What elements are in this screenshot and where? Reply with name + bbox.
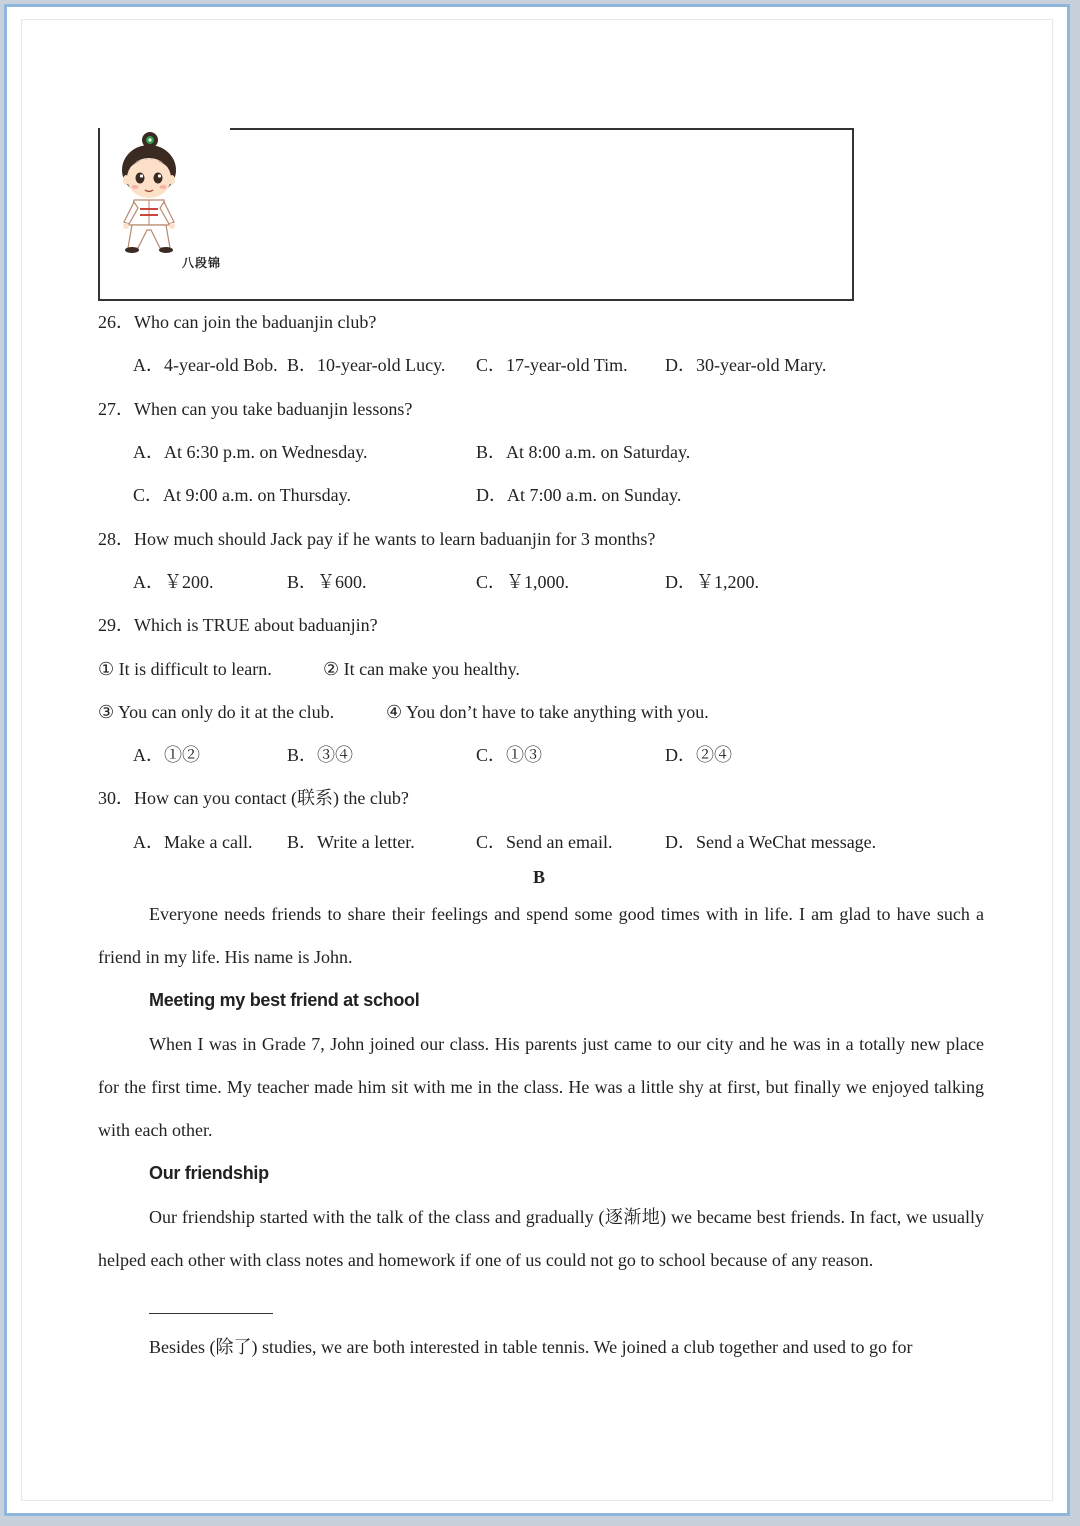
option-26-d: D．30-year-old Mary.: [665, 355, 827, 375]
paragraph-3: [98, 1196, 984, 1282]
paragraph-1-text: Everyone needs friends to share their feelings and spend some good times with in life. I am glad to have such a friend in my life. His name is John.: [98, 904, 984, 967]
option-30-c: C．Send an email.: [476, 832, 613, 852]
statement-4: ④ You don’t have to take anything with you.: [386, 702, 709, 722]
option-27-b: B．At 8:00 a.m. on Saturday.: [476, 442, 691, 462]
paragraph-4: [98, 1326, 984, 1369]
option-28-b: B．￥600.: [287, 572, 367, 592]
option-29-d: D．②④: [665, 745, 732, 765]
option-27-c: C．At 9:00 a.m. on Thursday.: [133, 485, 351, 505]
illustration-box: [98, 128, 854, 301]
option-26-b: B．10-year-old Lucy.: [287, 355, 446, 375]
option-29-c: C．①③: [476, 745, 543, 765]
option-30-b: B．Write a letter.: [287, 832, 415, 852]
illustration-caption: 八段锦: [182, 256, 222, 270]
option-27-d: D．At 7:00 a.m. on Sunday.: [476, 485, 682, 505]
question-30: 30．How can you contact (联系) the club?: [98, 788, 409, 808]
subheading-friendship: Our friendship: [149, 1163, 269, 1183]
paragraph-2-text: When I was in Grade 7, John joined our class. His parents just came to our city and he was in a totally new place for the first time. My teacher made him sit with me in the class. He was a little shy at first, but finally we enjoyed talking with each other.: [98, 1034, 984, 1140]
option-30-a: A．Make a call.: [133, 832, 253, 852]
statement-2: ② It can make you healthy.: [323, 659, 520, 679]
question-27: 27．When can you take baduanjin lessons?: [98, 399, 413, 419]
option-28-a: A．￥200.: [133, 572, 214, 592]
paragraph-2: [98, 1023, 984, 1152]
answer-blank-line[interactable]: [149, 1313, 273, 1314]
question-26: 26．Who can join the baduanjin club?: [98, 312, 377, 332]
question-28: 28．How much should Jack pay if he wants to learn baduanjin for 3 months?: [98, 529, 656, 549]
question-29: 29．Which is TRUE about baduanjin?: [98, 615, 378, 635]
option-28-c: C．￥1,000.: [476, 572, 570, 592]
subheading-meeting: Meeting my best friend at school: [149, 990, 420, 1010]
option-27-a: A．At 6:30 p.m. on Wednesday.: [133, 442, 368, 462]
paragraph-3-text: Our friendship started with the talk of the class and gradually (逐渐地) we became best friends. In fact, we usually helped each other with class notes and homework if one of us could not go to school because of any reason.: [98, 1207, 984, 1270]
option-28-d: D．￥1,200.: [665, 572, 759, 592]
option-29-b: B．③④: [287, 745, 354, 765]
statement-3: ③ You can only do it at the club.: [98, 702, 335, 722]
option-26-a: A．4-year-old Bob.: [133, 355, 278, 375]
paragraph-1: [98, 893, 984, 979]
baduanjin-character-icon: [114, 130, 184, 258]
paragraph-4-text: Besides (除了) studies, we are both interested in table tennis. We joined a club together and used to go for: [149, 1337, 913, 1357]
option-30-d: D．Send a WeChat message.: [665, 832, 877, 852]
option-29-a: A．①②: [133, 745, 200, 765]
section-heading-b: B: [533, 867, 546, 887]
option-26-c: C．17-year-old Tim.: [476, 355, 628, 375]
statement-1: ① It is difficult to learn.: [98, 659, 272, 679]
